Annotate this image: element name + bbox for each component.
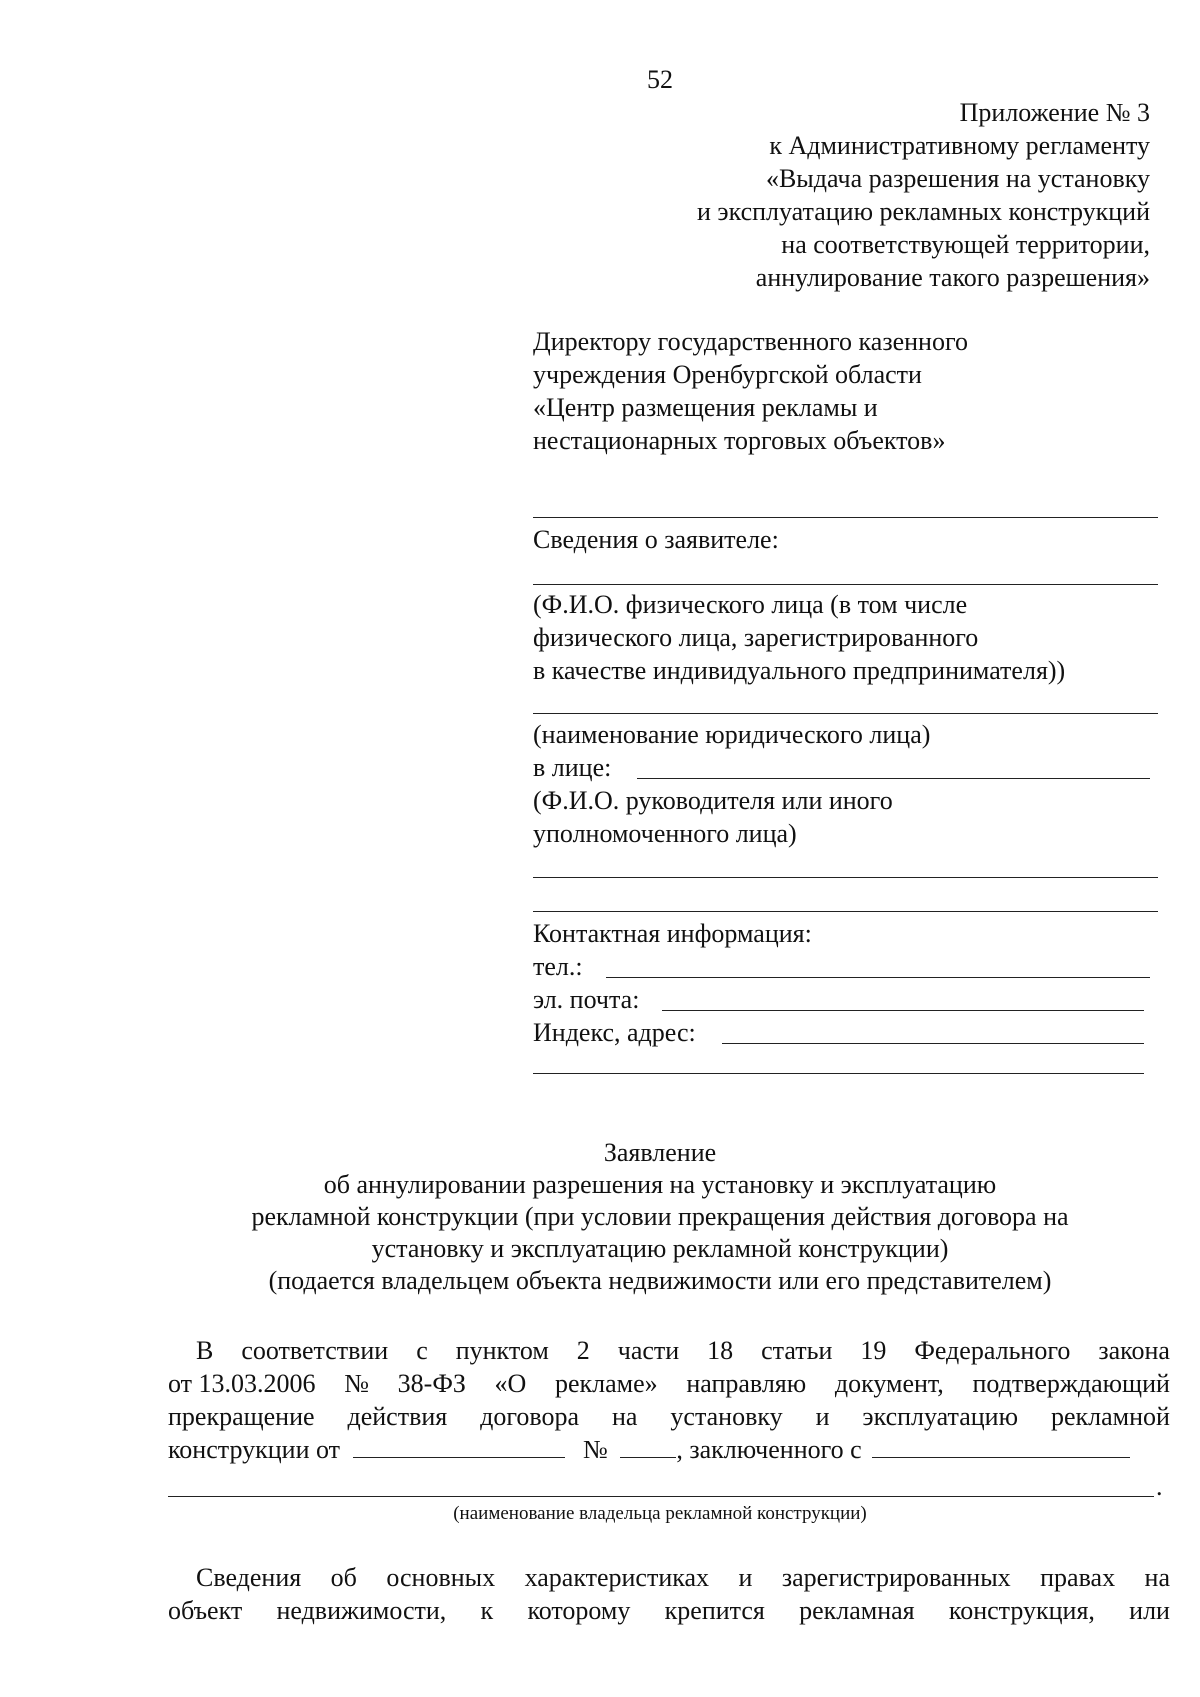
word: основных xyxy=(386,1563,496,1592)
appendix-line: аннулирование такого разрешения» xyxy=(755,263,1150,292)
statement-subtitle-line: (подается владельцем объекта недвижимости или его представителем) xyxy=(268,1266,1052,1295)
appendix-header xyxy=(590,96,1150,294)
word: статьи xyxy=(761,1336,833,1365)
word: 2 xyxy=(576,1336,590,1365)
characteristics-paragraph xyxy=(168,1561,1170,1627)
email-field-line xyxy=(662,1010,1144,1011)
word: конструкция, xyxy=(948,1596,1095,1625)
word: правах xyxy=(1040,1563,1116,1592)
contract-date-label: конструкции от xyxy=(168,1435,340,1464)
blank-line xyxy=(533,911,1158,912)
blank-line xyxy=(533,1073,1144,1074)
appendix-line: Приложение № 3 xyxy=(959,98,1150,127)
word: объект xyxy=(168,1596,243,1625)
word: № xyxy=(344,1369,369,1398)
represented-by-label: в лице: xyxy=(533,753,612,782)
word: 19 xyxy=(860,1336,887,1365)
word: крепится xyxy=(664,1596,765,1625)
applicant-title: Сведения о заявителе: xyxy=(533,525,779,554)
statement-heading xyxy=(0,1136,1200,1296)
head-note xyxy=(533,784,893,850)
appendix-line: к Административному регламенту xyxy=(769,131,1150,160)
blank-line xyxy=(533,877,1158,878)
contract-number-field xyxy=(620,1435,676,1458)
paragraph-line xyxy=(168,1433,1170,1466)
word: на xyxy=(1144,1563,1170,1592)
word: рекламная xyxy=(799,1596,915,1625)
note-line: (Ф.И.О. физического лица (в том числе xyxy=(533,590,968,619)
statement-subtitle-line: рекламной конструкции (при условии прекращения действия договора на xyxy=(251,1202,1069,1231)
word: с xyxy=(416,1336,428,1365)
word: на xyxy=(612,1402,638,1431)
representative-field-line xyxy=(637,778,1150,779)
word: недвижимости, xyxy=(276,1596,447,1625)
word: 38-ФЗ xyxy=(397,1369,466,1398)
individual-note xyxy=(533,588,1065,687)
period: . xyxy=(1156,1472,1163,1501)
statement-title: Заявление xyxy=(603,1138,717,1167)
contact-title: Контактная информация: xyxy=(533,919,812,948)
word: рекламе» xyxy=(554,1369,658,1398)
word: Сведения xyxy=(196,1563,302,1592)
word: подтверждающий xyxy=(972,1369,1170,1398)
blank-line xyxy=(533,713,1158,714)
addressee-line: Директору государственного казенного xyxy=(533,327,968,356)
address-field-line xyxy=(722,1043,1144,1044)
word: зарегистрированных xyxy=(781,1563,1011,1592)
word: от 13.03.2006 xyxy=(168,1369,316,1398)
word: к xyxy=(480,1596,494,1625)
note-line: (Ф.И.О. руководителя или иного xyxy=(533,786,893,815)
phone-field-line xyxy=(606,977,1150,978)
page-number: 52 xyxy=(647,65,673,94)
note-line: физического лица, зарегистрированного xyxy=(533,623,979,652)
note-line: уполномоченного лица) xyxy=(533,819,797,848)
word: или xyxy=(1129,1596,1170,1625)
appendix-line: «Выдача разрешения на установку xyxy=(765,164,1150,193)
paragraph-line xyxy=(168,1561,1170,1594)
word: рекламной xyxy=(1050,1402,1170,1431)
word: и xyxy=(815,1402,830,1431)
word: характеристиках xyxy=(524,1563,710,1592)
word: «О xyxy=(494,1369,527,1398)
word: договора xyxy=(480,1402,580,1431)
paragraph-line xyxy=(168,1367,1170,1400)
word: установку xyxy=(670,1402,783,1431)
paragraph-line xyxy=(168,1594,1170,1627)
paragraph-line xyxy=(168,1334,1170,1367)
addressee-line: «Центр размещения рекламы и xyxy=(533,393,878,422)
email-label: эл. почта: xyxy=(533,985,640,1014)
phone-label: тел.: xyxy=(533,952,583,981)
contract-date-field xyxy=(353,1435,565,1458)
word: которому xyxy=(527,1596,631,1625)
word: эксплуатацию xyxy=(862,1402,1018,1431)
note-line: в качестве индивидуального предпринимателя)) xyxy=(533,656,1066,685)
word: документ, xyxy=(834,1369,944,1398)
word: В xyxy=(196,1336,214,1365)
word: об xyxy=(330,1563,357,1592)
appendix-line: и эксплуатацию рекламных конструкций xyxy=(697,197,1150,226)
owner-field-line xyxy=(168,1496,1154,1497)
number-sign: № xyxy=(583,1435,608,1464)
word: пунктом xyxy=(455,1336,549,1365)
legal-entity-note: (наименование юридического лица) xyxy=(533,720,931,749)
concluded-with-label: , заключенного с xyxy=(676,1435,862,1464)
paragraph-line xyxy=(168,1400,1170,1433)
word: соответствии xyxy=(241,1336,389,1365)
blank-line xyxy=(533,584,1158,585)
statement-paragraph xyxy=(168,1334,1170,1466)
word: и xyxy=(738,1563,753,1592)
word: 18 xyxy=(707,1336,734,1365)
word: направляю xyxy=(686,1369,807,1398)
address-label: Индекс, адрес: xyxy=(533,1018,696,1047)
word: прекращение xyxy=(168,1402,315,1431)
blank-line xyxy=(533,517,1158,518)
word: закона xyxy=(1098,1336,1170,1365)
word: действия xyxy=(347,1402,448,1431)
concluded-with-field xyxy=(872,1435,1130,1458)
statement-subtitle-line: об аннулировании разрешения на установку и эксплуатацию xyxy=(323,1170,997,1199)
addressee-block xyxy=(533,325,968,457)
word: части xyxy=(617,1336,680,1365)
addressee-line: учреждения Оренбургской области xyxy=(533,360,922,389)
addressee-line: нестационарных торговых объектов» xyxy=(533,426,946,455)
owner-caption: (наименование владельца рекламной конструкции) xyxy=(453,1503,867,1524)
statement-subtitle-line: установку и эксплуатацию рекламной конструкции) xyxy=(371,1234,949,1263)
appendix-line: на соответствующей территории, xyxy=(781,230,1150,259)
word: Федерального xyxy=(914,1336,1071,1365)
